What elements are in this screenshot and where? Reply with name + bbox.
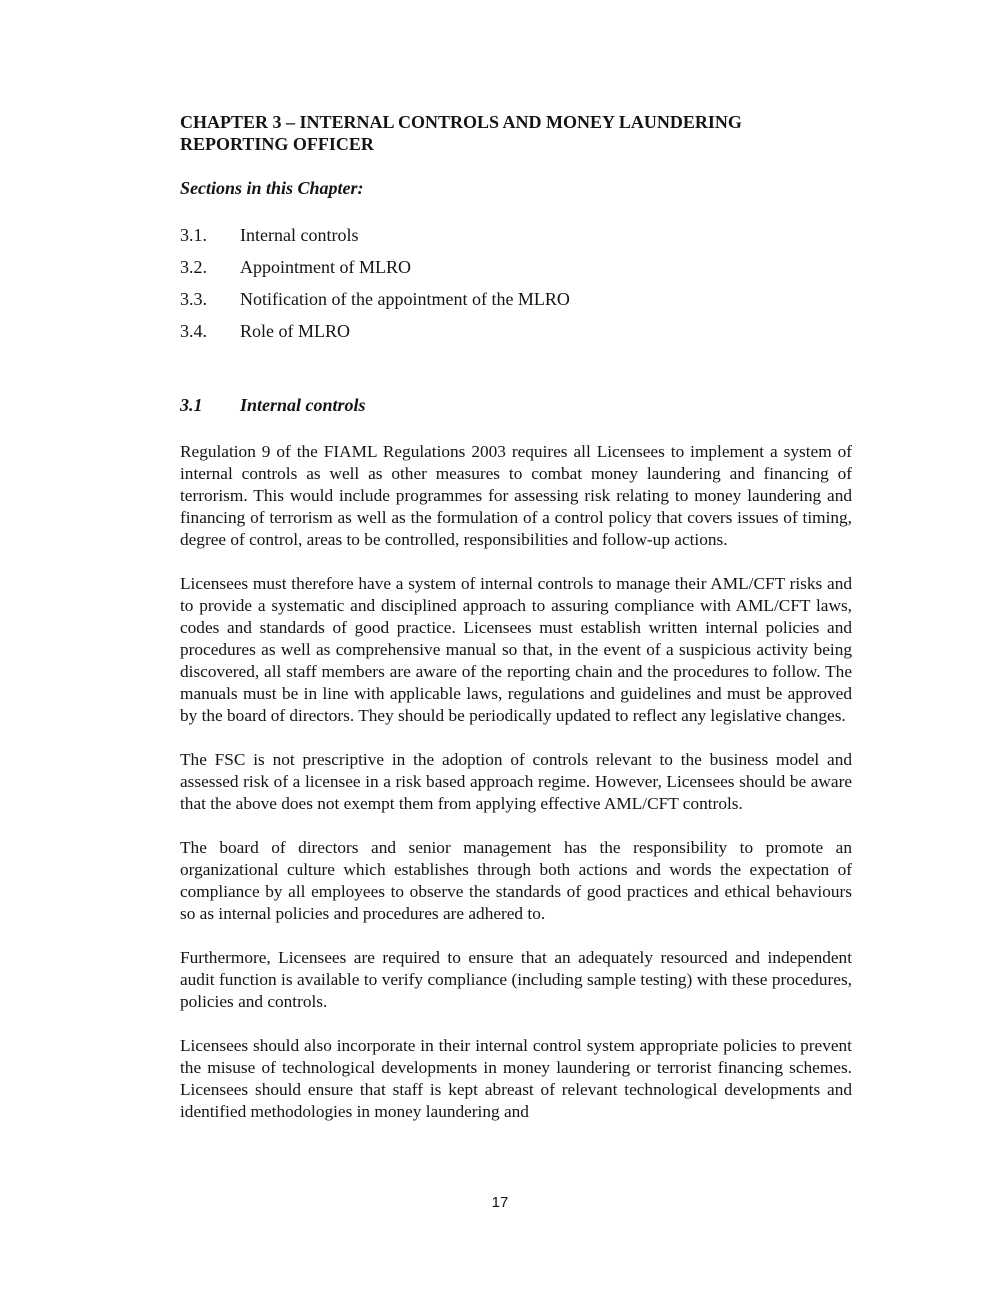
paragraph: The FSC is not prescriptive in the adoption of controls relevant to the business model and assessed risk of a licensee in a risk based approach regime. However, Licensees should be aware that the above does not exempt them from applying effective AML/CFT controls.	[180, 750, 852, 813]
section-label: Notification of the appointment of the MLRO	[240, 289, 570, 309]
section-label: Role of MLRO	[240, 321, 350, 341]
section-body	[180, 441, 852, 1123]
paragraph: Licensees should also incorporate in their internal control system appropriate policies to prevent the misuse of technological developments in money laundering or terrorist financing schemes. Licensees should ensure that staff is kept abreast of relevant technological developments and identified methodologies in money laundering and	[180, 1036, 852, 1121]
page-number: 17	[491, 1194, 509, 1211]
section-label: Internal controls	[240, 225, 359, 245]
sections-heading: Sections in this Chapter:	[180, 178, 364, 198]
section-number: 3.2.	[180, 257, 207, 277]
chapter-title	[180, 111, 820, 155]
paragraph: Regulation 9 of the FIAML Regulations 2003 requires all Licensees to implement a system of internal controls as well as other measures to combat money laundering and financing of terrorism. This would include programmes for assessing risk relating to money laundering and financing of terrorism as well as the formulation of a control policy that covers issues of timing, degree of control, areas to be controlled, responsibilities and follow-up actions.	[180, 442, 852, 549]
section-number: 3.3.	[180, 289, 207, 309]
paragraph: The board of directors and senior management has the responsibility to promote an organizational culture which establishes through both actions and words the expectation of compliance by all employees to observe the standards of good practices and ethical behaviours so as internal policies and procedures are adhered to.	[180, 838, 852, 923]
section-heading-title: Internal controls	[240, 395, 366, 415]
section-number: 3.4.	[180, 321, 207, 341]
section-list-item	[180, 320, 570, 352]
section-heading	[180, 394, 366, 416]
chapter-title-line-1: CHAPTER 3 – INTERNAL CONTROLS AND MONEY LAUNDERING	[180, 112, 742, 132]
section-list-item	[180, 288, 570, 320]
sections-list	[180, 224, 570, 352]
paragraph: Furthermore, Licensees are required to ensure that an adequately resourced and independent audit function is available to verify compliance (including sample testing) with these procedures, policies and controls.	[180, 948, 852, 1011]
section-heading-number: 3.1	[180, 395, 203, 415]
section-number: 3.1.	[180, 225, 207, 245]
section-list-item	[180, 256, 570, 288]
paragraph: Licensees must therefore have a system of internal controls to manage their AML/CFT risks and to provide a systematic and disciplined approach to assuring compliance with AML/CFT laws, codes and standards of good practice. Licensees must establish written internal policies and procedures as well as comprehensive manual so that, in the event of a suspicious activity being discovered, all staff members are aware of the reporting chain and the procedures to follow. The manuals must be in line with applicable laws, regulations and guidelines and must be approved by the board of directors. They should be periodically updated to reflect any legislative changes.	[180, 574, 852, 725]
section-list-item	[180, 224, 570, 256]
chapter-title-line-2: REPORTING OFFICER	[180, 134, 374, 154]
section-label: Appointment of MLRO	[240, 257, 411, 277]
